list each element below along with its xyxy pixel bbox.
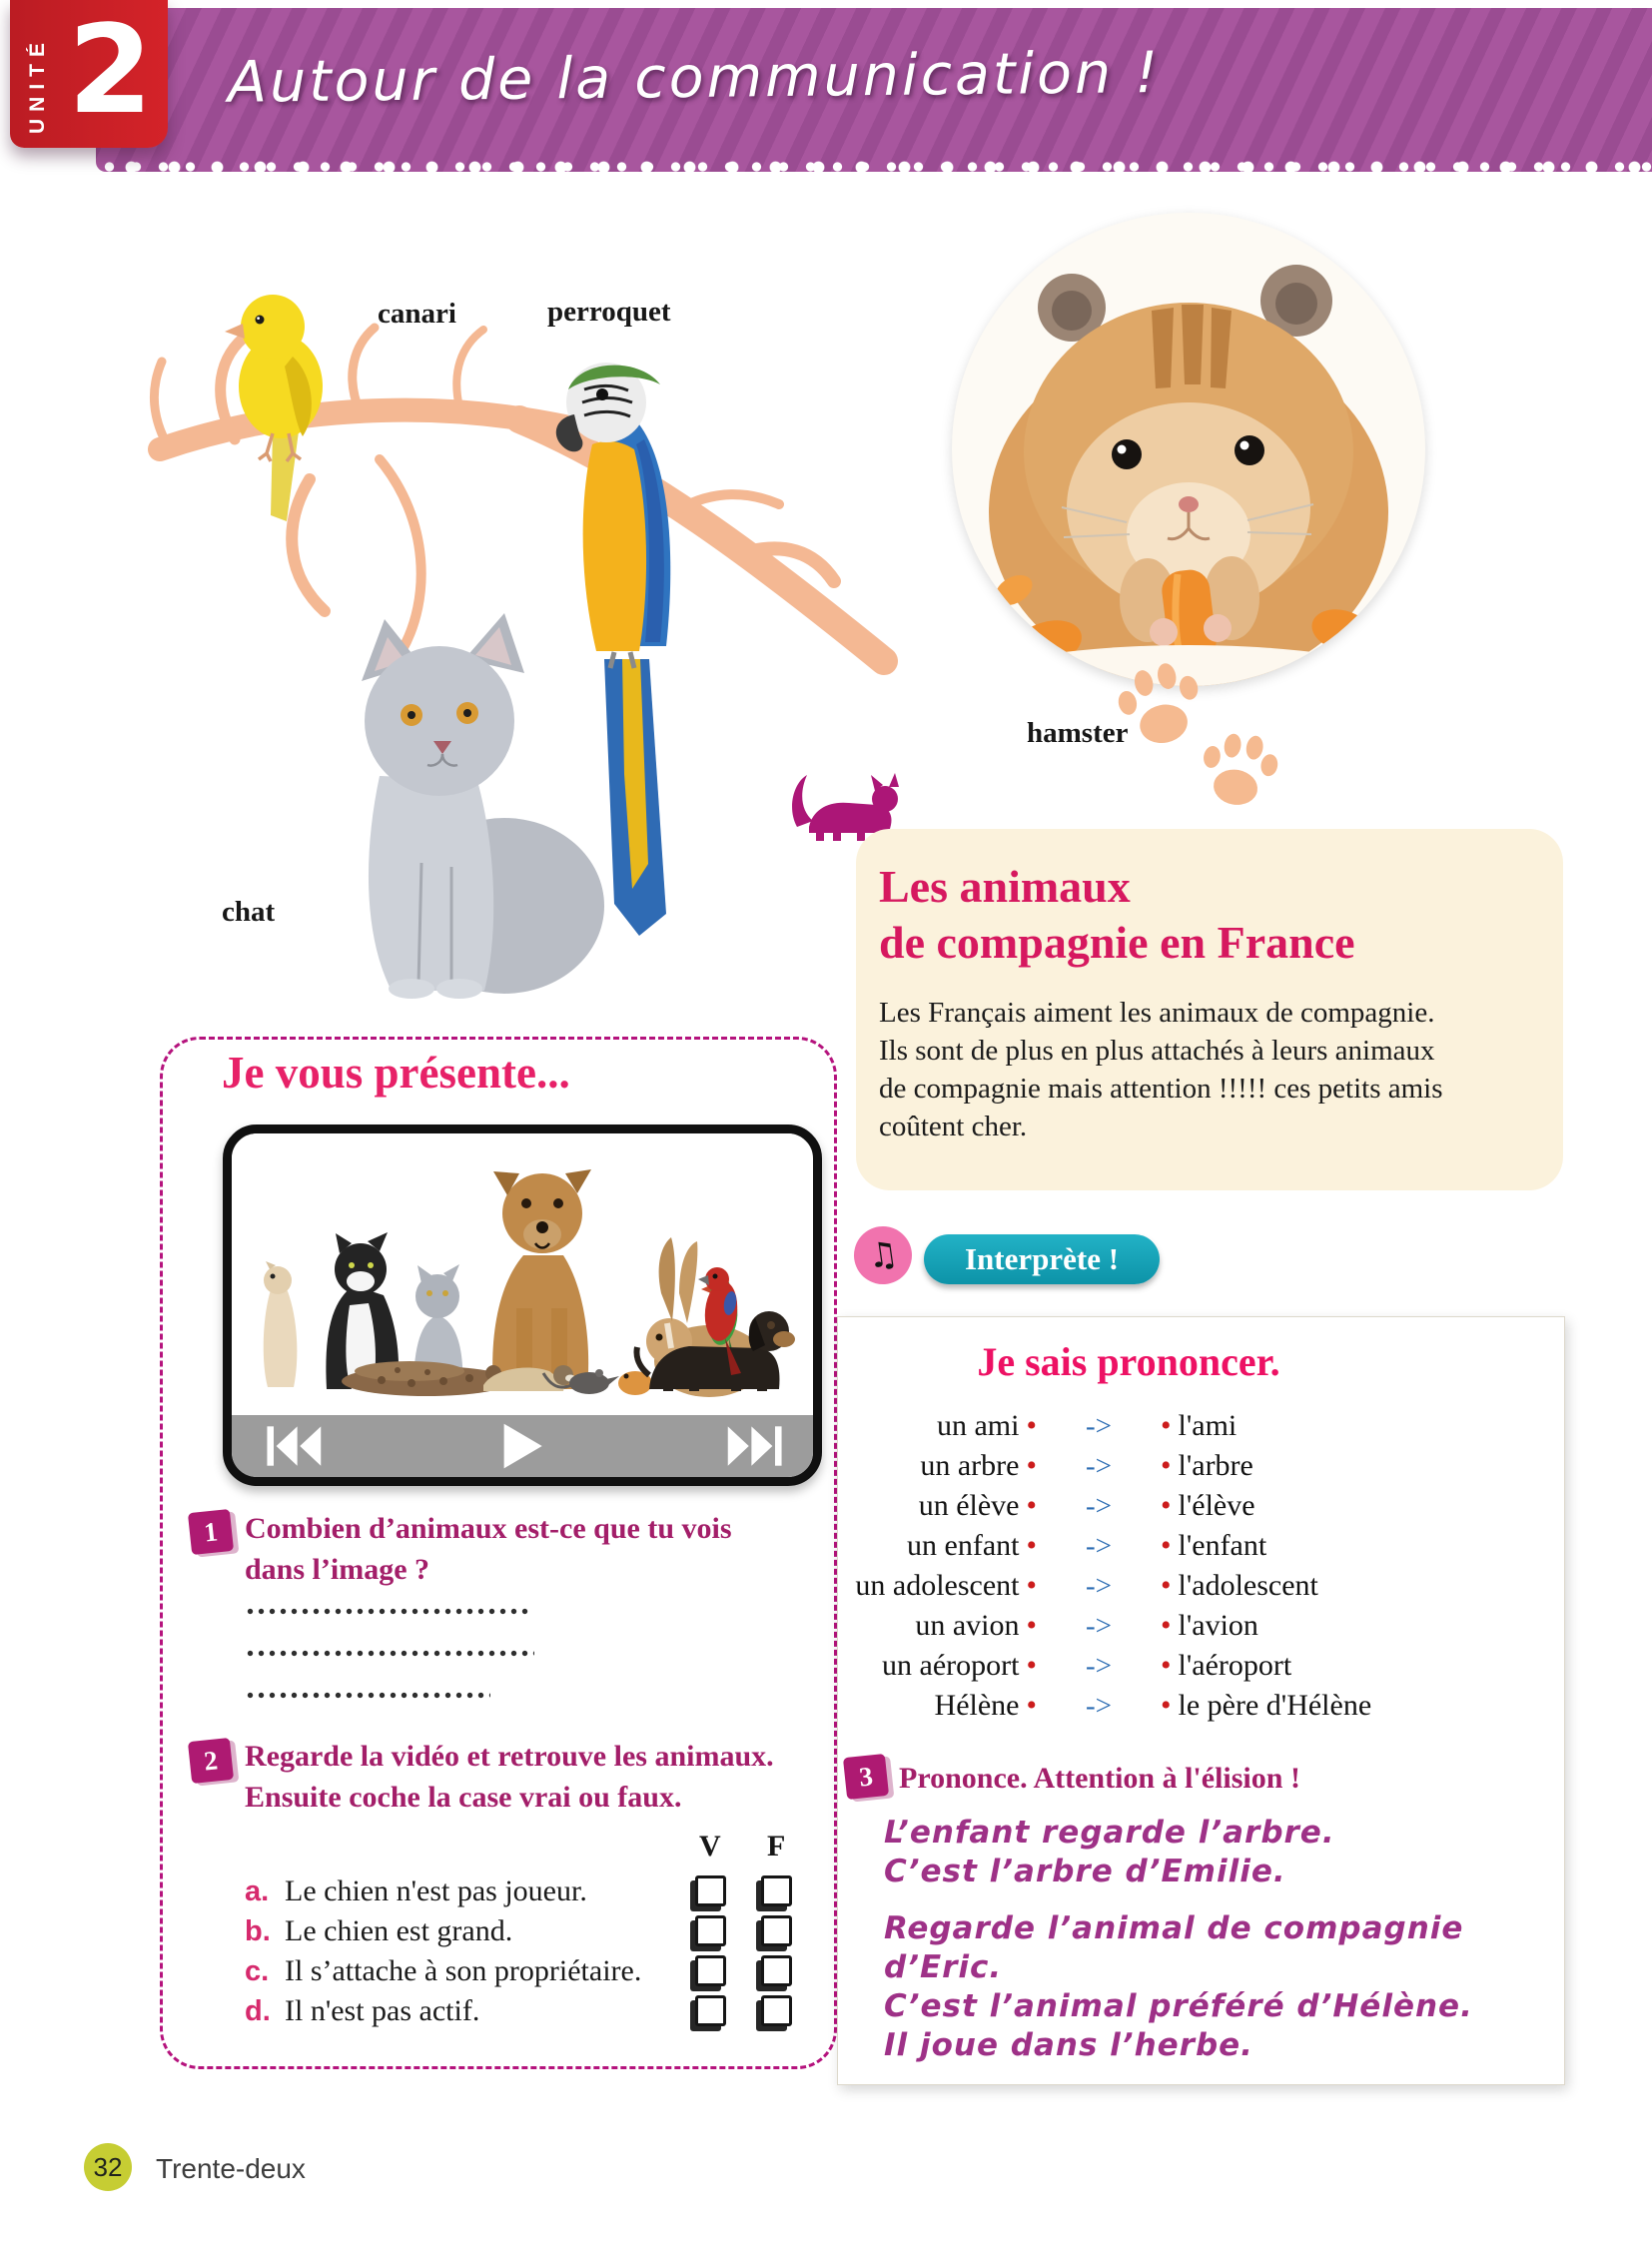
bullet-icon: •: [1161, 1649, 1172, 1682]
answer-line-2[interactable]: [245, 1650, 534, 1657]
unit-label: UNITÉ: [26, 36, 49, 134]
video-control-bar: [232, 1415, 813, 1477]
bullet-icon: •: [1161, 1609, 1172, 1642]
column-header-faux: F: [767, 1830, 786, 1863]
video-still-animals: [232, 1133, 795, 1397]
exercise2-number: 2: [188, 1738, 234, 1784]
arrow: ->: [1085, 1449, 1112, 1482]
vf-row: a. Le chien n'est pas joueur.: [245, 1874, 587, 1907]
exercise1-question: Combien d’animaux est-ce que tu vois dans l’image ?: [245, 1512, 732, 1586]
arrow: ->: [1085, 1609, 1112, 1642]
bullet-icon: •: [1161, 1409, 1172, 1442]
info-box-body: Les Français aiment les animaux de compagnie. Ils sont de plus en plus attachés à leurs animaux de compagnie mais attention !!!!! ces petits amis coûtent cher.: [879, 997, 1443, 1142]
pronounce-row: un arbre • -> • l'arbre: [920, 1449, 1253, 1482]
arrow: ->: [1085, 1409, 1112, 1442]
canary-image: [215, 282, 345, 531]
exercise2-instruction: Regarde la vidéo et retrouve les animaux. Ensuite coche la case vrai ou faux.: [245, 1740, 774, 1814]
checkbox-c-vrai[interactable]: [695, 1955, 726, 1986]
presentation-title: Je vous présente...: [222, 1048, 570, 1098]
checkbox-b-vrai[interactable]: [695, 1915, 726, 1946]
bullet-icon: •: [1161, 1689, 1172, 1722]
info-box-title-line1: Les animaux: [879, 861, 1131, 912]
unit-title: Autour de la communication !: [227, 39, 1162, 116]
interpret-button[interactable]: Interprète !: [924, 1234, 1160, 1284]
answer-line-3[interactable]: [245, 1692, 490, 1699]
exercise3-number: 3: [843, 1754, 889, 1800]
checkbox-a-faux[interactable]: [761, 1875, 792, 1906]
bullet-icon: •: [1026, 1649, 1037, 1682]
exercise2-items: [245, 1871, 641, 2031]
label-canari: canari: [378, 298, 456, 330]
video-player[interactable]: [223, 1124, 822, 1486]
hamster-image: [952, 213, 1425, 686]
pronounce-row: un aéroport • -> • l'aéroport: [882, 1649, 1292, 1682]
pronounce-row: un adolescent • -> • l'adolescent: [855, 1569, 1318, 1602]
vf-row: d. Il n'est pas actif.: [245, 1994, 480, 2027]
pronounce-title: Je sais prononcer.: [977, 1339, 1280, 1384]
pronounce-row: un ami • -> • l'ami: [936, 1409, 1238, 1442]
skip-forward-button[interactable]: [719, 1415, 789, 1477]
checkbox-d-vrai[interactable]: [695, 1995, 726, 2026]
banner-torn-edge: [96, 156, 1652, 172]
vf-row: b. Le chien est grand.: [245, 1914, 513, 1947]
pronounce-list: [839, 1406, 1518, 1726]
arrow: ->: [1085, 1689, 1112, 1722]
info-box-title-line2: de compagnie en France: [879, 917, 1355, 968]
bullet-icon: •: [1026, 1409, 1037, 1442]
column-header-vrai: V: [699, 1830, 721, 1863]
unit-number: 2: [68, 0, 153, 141]
arrow: ->: [1085, 1529, 1112, 1562]
bullet-icon: •: [1026, 1449, 1037, 1482]
exercise3-sentences-2: Regarde l’animal de compagnie d’Eric. C’est l’animal préféré d’Hélène. Il joue dans l’herbe.: [884, 1910, 1473, 2063]
checkbox-d-faux[interactable]: [761, 1995, 792, 2026]
music-note-icon: ♫: [850, 1222, 916, 1288]
cat-image: [300, 611, 609, 1003]
bullet-icon: •: [1161, 1529, 1172, 1562]
bullet-icon: •: [1161, 1449, 1172, 1482]
bullet-icon: •: [1026, 1689, 1037, 1722]
checkbox-c-faux[interactable]: [761, 1955, 792, 1986]
label-chat: chat: [222, 896, 276, 928]
pronounce-row: un enfant • -> • l'enfant: [907, 1529, 1267, 1562]
bullet-icon: •: [1026, 1569, 1037, 1602]
label-perroquet: perroquet: [547, 296, 671, 328]
exercise1-number: 1: [188, 1509, 234, 1555]
arrow: ->: [1085, 1649, 1112, 1682]
play-button[interactable]: [492, 1415, 552, 1477]
bullet-icon: •: [1026, 1489, 1037, 1522]
pronounce-row: un élève • -> • l'élève: [918, 1489, 1255, 1522]
page-number-badge: 32: [84, 2143, 132, 2191]
page-number-word: Trente-deux: [156, 2153, 306, 2184]
bullet-icon: •: [1161, 1569, 1172, 1602]
label-hamster: hamster: [1027, 717, 1129, 749]
arrow: ->: [1085, 1489, 1112, 1522]
bullet-icon: •: [1161, 1489, 1172, 1522]
checkbox-b-faux[interactable]: [761, 1915, 792, 1946]
vf-row: c. Il s’attache à son propriétaire.: [245, 1954, 642, 1987]
bullet-icon: •: [1026, 1529, 1037, 1562]
unit-tab: [10, 0, 168, 148]
paw-print-icon: [1107, 644, 1316, 814]
pronounce-row: un avion • -> • l'avion: [915, 1609, 1258, 1642]
pronounce-row: Hélène • -> • le père d'Hélène: [934, 1689, 1372, 1722]
exercise3-instruction: Prononce. Attention à l'élision !: [899, 1762, 1300, 1795]
answer-line-1[interactable]: [245, 1608, 532, 1615]
bullet-icon: •: [1026, 1609, 1037, 1642]
arrow: ->: [1085, 1569, 1112, 1602]
checkbox-a-vrai[interactable]: [695, 1875, 726, 1906]
skip-back-button[interactable]: [260, 1415, 330, 1477]
exercise3-sentences-1: L’enfant regarde l’arbre. C’est l’arbre d’Emilie.: [884, 1815, 1335, 1889]
